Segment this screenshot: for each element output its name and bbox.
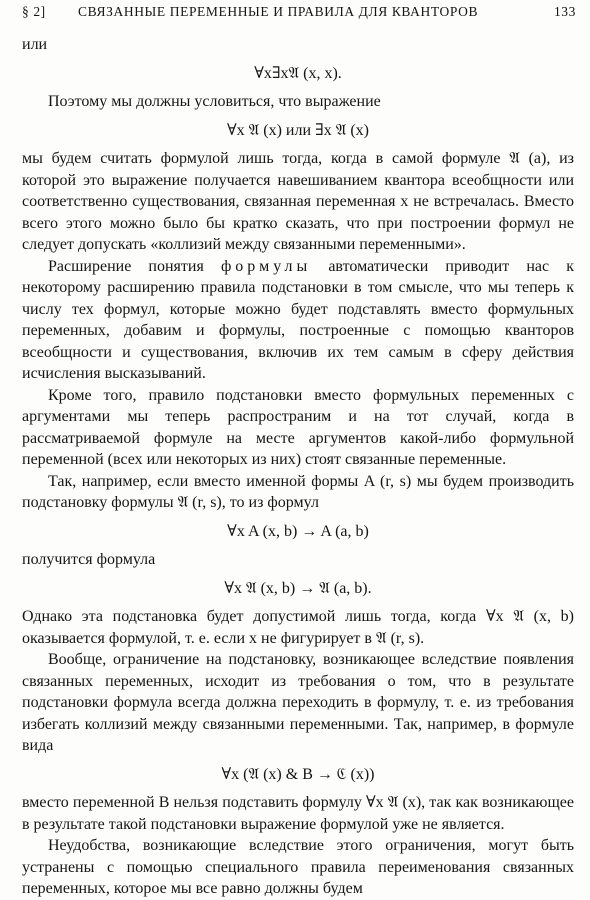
section-mark: § 2] xyxy=(22,4,46,19)
paragraph: Так, например, если вместо именной формы A (r, s) мы будем производить подстановку формулы 𝔄 (r, s), то из формул xyxy=(22,472,574,511)
text-run: автоматически приводит нас к некоторому расширению правила подстановки в том смысле, что мы теперь к числу тех формул, которые можно будет подставлять вместо формульных переменных, добавим и формулы, построенные с помощью кванторов всеобщности и существования, включив их тем самым в сферу действия исчисления высказываний. xyxy=(22,257,574,382)
text-run: Расширение понятия xyxy=(48,257,221,275)
paragraph: Вообще, ограничение на подстановку, возникающее вследствие появления связанных переменных, исходит из требования о том, что в результате подстановки формула всегда должна переходить в формулу, т. е. из требования избегать коллизий между связанными переменными. Так, например, в формуле вида xyxy=(22,651,574,754)
paragraph: вместо переменной B нельзя подставить формулу ∀x 𝔄 (x), так как возникающее в результате такой подстановки выражение формулой уже не является. xyxy=(22,794,574,833)
paragraph xyxy=(22,256,574,385)
page-number: 133 xyxy=(553,4,576,19)
formula: ∀x A (x, b) → A (a, b) xyxy=(227,522,369,540)
formula: ∀x 𝔄 (x, b) → 𝔄 (a, b). xyxy=(224,579,372,597)
running-title: СВЯЗАННЫЕ ПЕРЕМЕННЫЕ И ПРАВИЛА ДЛЯ КВАНТОРОВ xyxy=(78,4,479,19)
paragraph: мы будем считать формулой лишь тогда, когда в самой формуле 𝔄 (a), из которой это выражение получается навешиванием квантора всеобщности или соответственно существования, связанная переменная x не встречалась. Вместо всего этого можно было бы кратко сказать, что при построении формул не следует допускать «коллизий между связанными переменными». xyxy=(22,150,574,253)
paragraph: Поэтому мы должны условиться, что выражение xyxy=(48,93,381,110)
formula: ∀x∃x𝔄 (x, x). xyxy=(254,64,342,82)
formula: ∀x (𝔄 (x) & B → ℭ (x)) xyxy=(221,765,375,783)
paragraph: Однако эта подстановка будет допустимой лишь тогда, когда ∀x 𝔄 (x, b) оказывается формулой, т. е. если x не фигурирует в 𝔄 (r, s). xyxy=(22,608,574,647)
formula: ∀x 𝔄 (x) или ∃x 𝔄 (x) xyxy=(227,121,369,139)
paragraph: получится формула xyxy=(22,551,156,568)
paragraph: или xyxy=(22,36,48,53)
paragraph: Неудобства, возникающие вследствие этого ограничения, могут быть устранены с помощью специального правила переименования связанных переменных, которое мы все равно должны будем xyxy=(22,837,574,897)
paragraph: Кроме того, правило подстановки вместо формульных переменных с аргументами мы теперь распространим и на тот случай, когда в рассматриваемой формуле на месте аргументов какой-либо формульной переменной (всех или некоторых из них) стоят связанные переменные. xyxy=(22,386,574,468)
spaced-term: формулы xyxy=(220,257,312,275)
page-body xyxy=(22,34,574,900)
running-header xyxy=(22,4,576,24)
